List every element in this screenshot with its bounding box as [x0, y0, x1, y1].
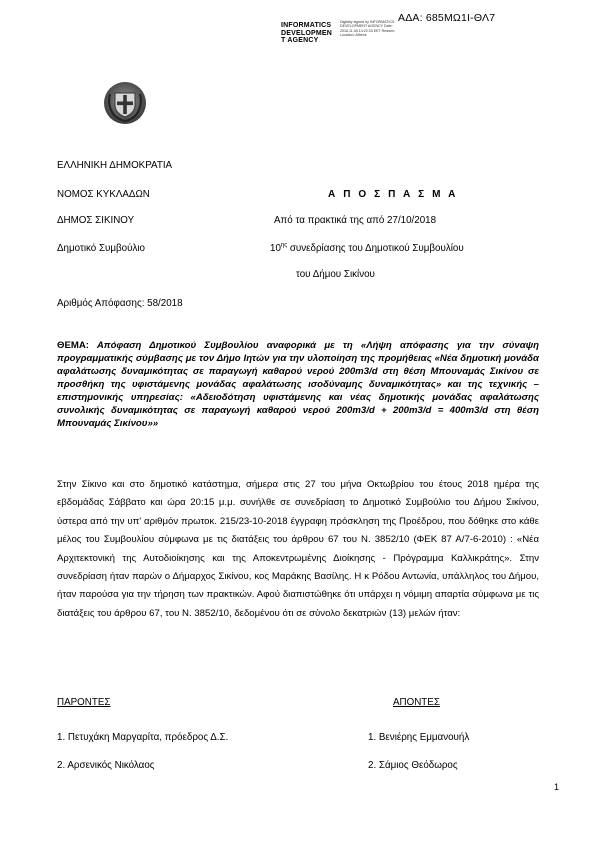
session-line: [270, 243, 464, 254]
greek-coat-of-arms-icon: [102, 80, 148, 126]
present-header: ΠΑΡΟΝΤΕΣ: [57, 697, 111, 708]
subject-label: ΘΕΜΑ:: [57, 340, 89, 351]
agency-line-1: INFORMATICS: [281, 22, 332, 29]
agency-line-3: T AGENCY: [281, 37, 319, 45]
absent-member: 2. Σάμιος Θεόδωρος: [368, 760, 458, 771]
digital-signature-details: Digitally signed by INFORMATICS DEVELOPMENT AGENCY Date: 2018.11.08 14:22:33 EET Reason: Location: Athens: [340, 20, 396, 38]
body-paragraph: Στην Σίκινο και στο δημοτικό κατάστημα, σήμερα στις 27 του μήνα Οκτωβρίου του έτους 2018 ημέρα της εβδομάδας Σάββατο και ώρα 20:15 μ.μ. συνήλθε σε συνεδρίαση το Δημοτικό Συμβούλιο του Δήμου Σικίνου, ύστερα από την υπ' αριθμόν πρωτοκ. 215/23-10-2018 έγγραφη πρόσκληση της Προέδρου, που δόθηκε στο κάθε μέλος του Συμβουλίου σύμφωνα με τις διατάξεις του άρθρου 67 του Ν. 3852/10 (ΦΕΚ 87 Α/7-6-2010) : «Νέα Αρχιτεκτονική της Αυτοδιοίκησης και της Αποκεντρωμένης Διοίκησης - Πρόγραμμα Καλλικράτης». Στην συνεδρίαση ήταν παρών ο Δήμαρχος Σικίνου, κος Μαράκης Βασίλης. Η κ Ρόδου Αντωνία, υπάλληλος του Δήμου, ήταν παρούσα για την τήρηση των πρακτικών. Αφού διαπιστώθηκε ότι υπάρχει η νόμιμη απαρτία σύμφωνα με τις διατάξεις του άρθρου 67, του Ν. 3852/10, δεδομένου ότι σε σύνολο δεκατριών (13) μελών ήταν:: [57, 479, 539, 619]
republic-label: ΕΛΛΗΝΙΚΗ ΔΗΜΟΚΡΑΤΙΑ: [57, 160, 173, 171]
subject-text: Απόφαση Δημοτικού Συμβουλίου αναφορικά με τη «Λήψη απόφασης για την σύναψη προγραμματικής σύμβασης με τον Δήμο Ιητών για την υλοποίηση της προμήθειας «Νέα δημοτική μονάδα αφαλάτωσης δυναμικότητας σε παραγωγή καθαρού νερού 200m3/d στη θέση Μπουναμάς Σικίνου σε προσθήκη της υφιστάμενης μονάδας αφαλάτωσης ισοδύναμης δυναμικότητας» και της τεχνικής – επιστημονικής υπηρεσίας: «Αδειοδότηση υφιστάμενης και νέας δημοτικής μονάδας αφαλάτωσης συνολικής δυναμικότητας σε παραγωγή καθαρού νερού 200m3/d + 200m3/d = 400m3/d στη θέση Μπουναμάς Σικίνου»»: [57, 340, 539, 429]
page-number: 1: [554, 782, 560, 792]
subject-paragraph: [57, 339, 539, 430]
ada-code: ΑΔΑ: 685ΜΩ1Ι-ΘΛ7: [398, 12, 496, 24]
session-line-2: του Δήμου Σικίνου: [296, 269, 375, 280]
session-number: 10: [270, 243, 281, 254]
council-label: Δημοτικό Συμβούλιο: [57, 243, 145, 254]
signing-agency: [281, 22, 332, 45]
present-member: 2. Αρσενικός Νικόλαος: [57, 760, 155, 771]
absent-member: 1. Βενιέρης Εμμανουήλ: [368, 732, 470, 743]
session-text: συνεδρίασης του Δημοτικού Συμβουλίου: [287, 243, 464, 254]
agency-line-2: DEVELOPMEN: [281, 29, 333, 37]
document-title: Α Π Ο Σ Π Α Σ Μ Α: [328, 189, 458, 200]
municipality-label: ΔΗΜΟΣ ΣΙΚΙΝΟΥ: [57, 215, 135, 226]
decision-number: Αριθμός Απόφασης: 58/2018: [57, 298, 183, 309]
prefecture-label: ΝΟΜΟΣ ΚΥΚΛΑΔΩΝ: [57, 189, 150, 200]
present-member: 1. Πετυχάκη Μαργαρίτα, πρόεδρος Δ.Σ.: [57, 732, 229, 743]
session-suffix: ης: [280, 242, 288, 249]
absent-header: ΑΠΟΝΤΕΣ: [393, 697, 440, 708]
minutes-line: Από τα πρακτικά της από 27/10/2018: [274, 215, 437, 226]
